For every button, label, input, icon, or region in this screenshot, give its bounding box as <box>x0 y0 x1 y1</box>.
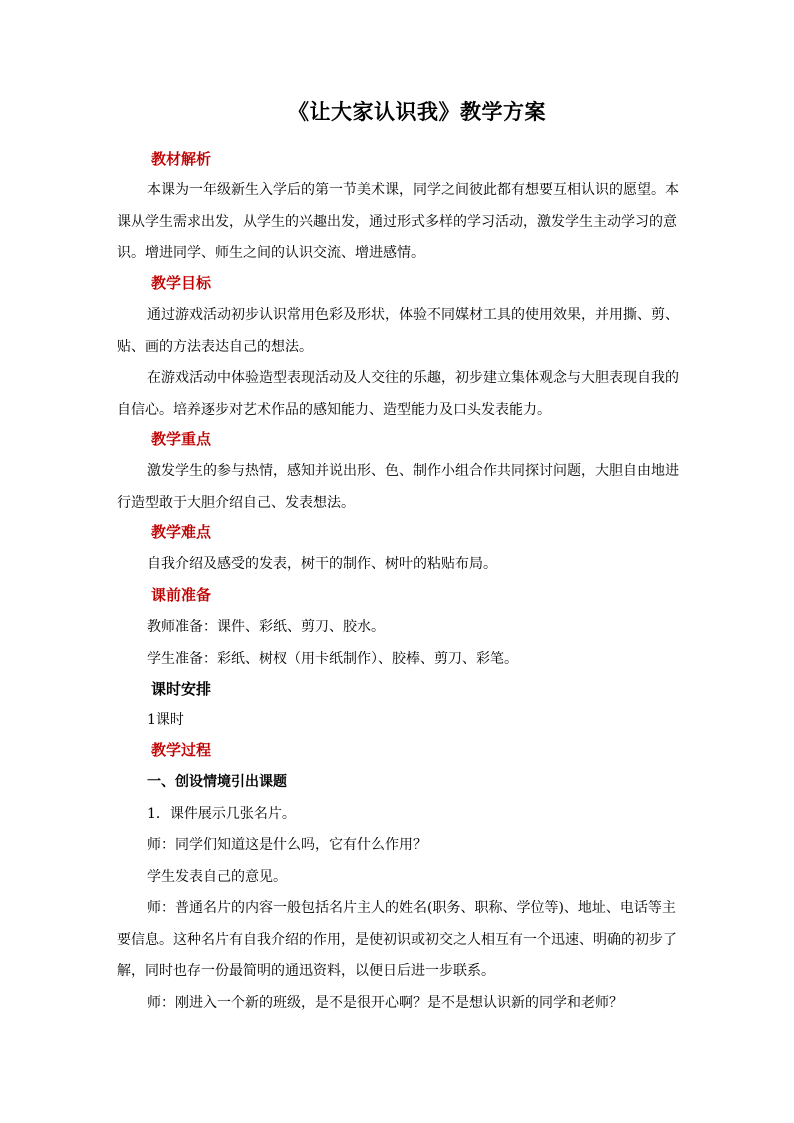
paragraph-line: 在游戏活动中体验造型表现活动及人交往的乐趣，初步建立集体观念与大胆表现自我的 <box>147 370 679 386</box>
heading-key-points: 教学重点 <box>151 430 212 448</box>
paragraph-line: 1课时 <box>147 712 184 728</box>
paragraph-line: 行造型敢于大胆介绍自己、发表想法。 <box>117 495 355 511</box>
heading-preparation: 课前准备 <box>151 586 212 604</box>
paragraph-line: 学生发表自己的意见。 <box>147 869 287 885</box>
paragraph-line: 学生准备：彩纸、树杈（用卡纸制作）、胶棒、剪刀、彩笔。 <box>147 651 518 667</box>
paragraph-line: 自信心。培养逐步对艺术作品的感知能力、造型能力及口头发表能力。 <box>117 402 551 418</box>
paragraph-line: 激发学生的参与热情，感知并说出形、色、制作小组合作共同探讨问题，大胆自由地进 <box>147 463 679 479</box>
paragraph-line: 通过游戏活动初步认识常用色彩及形状，体验不同媒材工具的使用效果，并用撕、剪、 <box>147 307 679 323</box>
heading-process: 教学过程 <box>151 741 212 759</box>
heading-analysis: 教材解析 <box>151 150 212 168</box>
heading-schedule: 课时安排 <box>151 680 212 698</box>
paragraph-line: 要信息。这种名片有自我介绍的作用，是使初识或初交之人相互有一个迅速、明确的初步了 <box>117 932 677 948</box>
paragraph-line: 贴、画的方法表达自己的想法。 <box>117 339 313 355</box>
paragraph-line: 师：同学们知道这是什么吗，它有什么作用？ <box>147 837 427 853</box>
paragraph-line: 师：刚进入一个新的班级，是不是很开心啊？是不是想认识新的同学和老师？ <box>147 995 623 1011</box>
paragraph-line: 解，同时也存一份最简明的通迅资料，以便日后进一步联系。 <box>117 963 495 979</box>
paragraph-line: 识。增进同学、师生之间的认识交流、增进感情。 <box>117 245 425 261</box>
paragraph-line: 教师准备：课件、彩纸、剪刀、胶水。 <box>147 619 385 635</box>
paragraph-line: 师：普通名片的内容一般包括名片主人的姓名(职务、职称、学位等)、地址、电话等主 <box>147 900 676 916</box>
heading-goals: 教学目标 <box>151 274 212 292</box>
paragraph-line: 课从学生需求出发，从学生的兴趣出发，通过形式多样的学习活动，激发学生主动学习的意 <box>117 214 677 230</box>
paragraph-line: 本课为一年级新生入学后的第一节美术课，同学之间彼此都有想要互相认识的愿望。本 <box>147 182 679 198</box>
page-title: 《让大家认识我》教学方案 <box>288 99 546 124</box>
heading-difficulties: 教学难点 <box>151 523 212 541</box>
paragraph-line: 1．课件展示几张名片。 <box>147 806 296 822</box>
paragraph-line: 自我介绍及感受的发表，树干的制作、树叶的粘贴布局。 <box>147 556 497 572</box>
subheading-process-1: 一、创设情境引出课题 <box>147 774 287 790</box>
